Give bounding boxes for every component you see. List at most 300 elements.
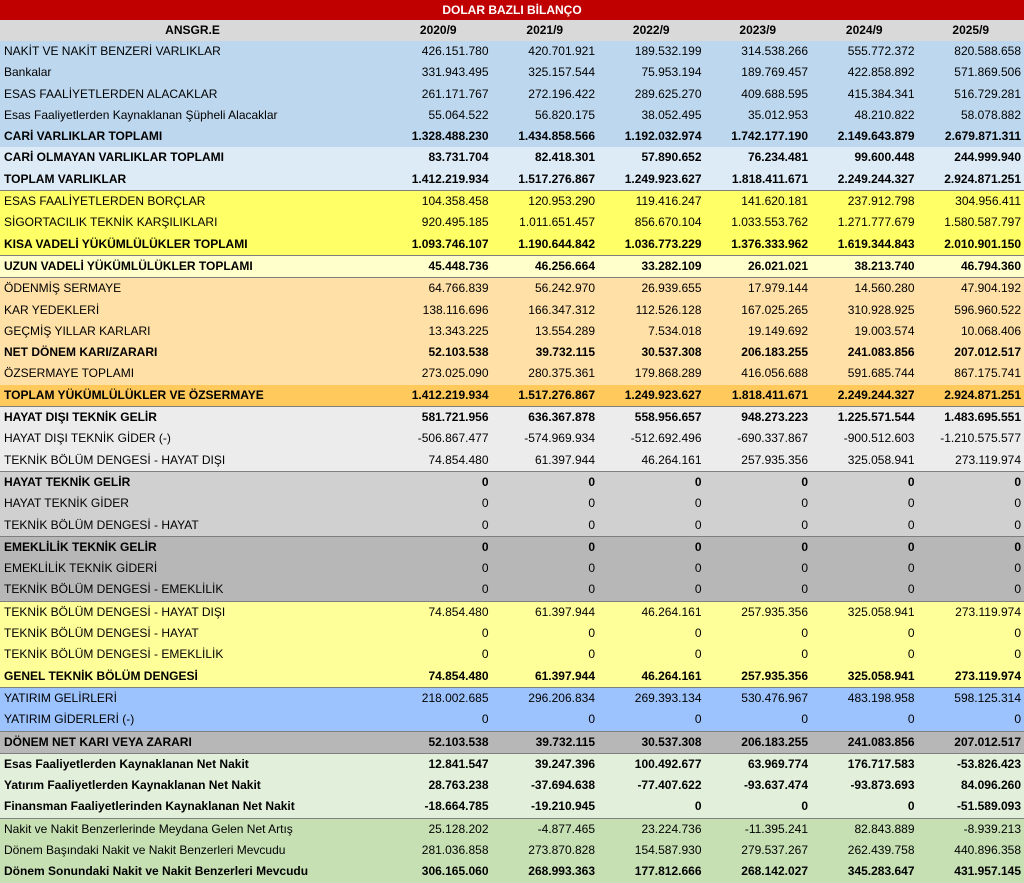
value-cell[interactable]: 0 bbox=[492, 579, 599, 600]
value-cell[interactable]: 558.956.657 bbox=[598, 407, 705, 428]
value-cell[interactable]: 75.953.194 bbox=[598, 62, 705, 83]
table-row bbox=[0, 688, 1024, 709]
value-cell[interactable]: 415.384.341 bbox=[811, 84, 918, 105]
value-cell[interactable]: 2.149.643.879 bbox=[811, 126, 918, 147]
value-cell[interactable]: 244.999.940 bbox=[918, 147, 1024, 168]
value-cell[interactable]: 1.517.276.867 bbox=[492, 169, 599, 190]
value-cell[interactable]: 0 bbox=[811, 515, 918, 536]
value-cell[interactable]: 0 bbox=[918, 515, 1024, 536]
row-label-cell[interactable]: TEKNİK BÖLÜM DENGESİ - EMEKLİLİK bbox=[0, 579, 385, 600]
value-cell[interactable]: 0 bbox=[811, 537, 918, 558]
value-cell[interactable]: 26.939.655 bbox=[598, 278, 705, 299]
table-row bbox=[0, 644, 1024, 665]
table-row bbox=[0, 840, 1024, 861]
value-cell[interactable]: 0 bbox=[598, 796, 705, 817]
value-cell[interactable]: -512.692.496 bbox=[598, 428, 705, 449]
value-cell[interactable]: 0 bbox=[385, 579, 492, 600]
value-cell[interactable]: 2.010.901.150 bbox=[918, 234, 1024, 255]
row-label-cell[interactable]: TOPLAM VARLIKLAR bbox=[0, 169, 385, 190]
value-cell[interactable]: 1.619.344.843 bbox=[811, 234, 918, 255]
value-cell[interactable]: 1.033.553.762 bbox=[705, 212, 812, 233]
table-row bbox=[0, 407, 1024, 428]
value-cell[interactable]: 99.600.448 bbox=[811, 147, 918, 168]
value-cell[interactable]: 0 bbox=[918, 537, 1024, 558]
value-cell[interactable]: 1.093.746.107 bbox=[385, 234, 492, 255]
value-cell[interactable]: 272.196.422 bbox=[492, 84, 599, 105]
value-cell[interactable]: 61.397.944 bbox=[492, 666, 599, 687]
value-cell[interactable]: 46.264.161 bbox=[598, 666, 705, 687]
header-cell-2023[interactable]: 2023/9 bbox=[705, 20, 812, 41]
value-cell[interactable]: 30.537.308 bbox=[598, 732, 705, 753]
value-cell[interactable]: 0 bbox=[811, 493, 918, 514]
value-cell[interactable]: 13.343.225 bbox=[385, 321, 492, 342]
value-cell[interactable]: 310.928.925 bbox=[811, 300, 918, 321]
value-cell[interactable]: 1.818.411.671 bbox=[705, 169, 812, 190]
value-cell[interactable]: -900.512.603 bbox=[811, 428, 918, 449]
value-cell[interactable]: 325.157.544 bbox=[492, 62, 599, 83]
value-cell[interactable]: 19.149.692 bbox=[705, 321, 812, 342]
value-cell[interactable]: 0 bbox=[492, 558, 599, 579]
value-cell[interactable]: 189.769.457 bbox=[705, 62, 812, 83]
header-cell-2021[interactable]: 2021/9 bbox=[492, 20, 599, 41]
value-cell[interactable]: 273.119.974 bbox=[918, 450, 1024, 471]
value-cell[interactable]: 61.397.944 bbox=[492, 602, 599, 623]
value-cell[interactable]: 84.096.260 bbox=[918, 775, 1024, 796]
value-cell[interactable]: 422.858.892 bbox=[811, 62, 918, 83]
value-cell[interactable]: 1.192.032.974 bbox=[598, 126, 705, 147]
value-cell[interactable]: 268.142.027 bbox=[705, 861, 812, 882]
row-label-cell[interactable]: ESAS FAALİYETLERDEN ALACAKLAR bbox=[0, 84, 385, 105]
value-cell[interactable]: 19.003.574 bbox=[811, 321, 918, 342]
value-cell[interactable]: 273.025.090 bbox=[385, 363, 492, 384]
value-cell[interactable]: 0 bbox=[385, 644, 492, 665]
value-cell[interactable]: 1.376.333.962 bbox=[705, 234, 812, 255]
row-label-cell[interactable]: NET DÖNEM KARI/ZARARI bbox=[0, 342, 385, 363]
value-cell[interactable]: 0 bbox=[918, 558, 1024, 579]
value-cell[interactable]: 0 bbox=[492, 623, 599, 644]
value-cell[interactable]: -53.826.423 bbox=[918, 754, 1024, 775]
value-cell[interactable]: 1.580.587.797 bbox=[918, 212, 1024, 233]
value-cell[interactable]: 46.256.664 bbox=[492, 256, 599, 277]
value-cell[interactable]: 100.492.677 bbox=[598, 754, 705, 775]
value-cell[interactable]: 14.560.280 bbox=[811, 278, 918, 299]
value-cell[interactable]: 581.721.956 bbox=[385, 407, 492, 428]
value-cell[interactable]: 1.190.644.842 bbox=[492, 234, 599, 255]
row-label-cell[interactable]: CARİ OLMAYAN VARLIKLAR TOPLAMI bbox=[0, 147, 385, 168]
value-cell[interactable]: 1.517.276.867 bbox=[492, 385, 599, 406]
value-cell[interactable]: 39.732.115 bbox=[492, 732, 599, 753]
row-label-cell[interactable]: TEKNİK BÖLÜM DENGESİ - HAYAT DIŞI bbox=[0, 450, 385, 471]
value-cell[interactable]: 45.448.736 bbox=[385, 256, 492, 277]
header-cell-label[interactable]: ANSGR.E bbox=[0, 20, 385, 41]
value-cell[interactable]: 0 bbox=[385, 558, 492, 579]
value-cell[interactable]: 0 bbox=[385, 515, 492, 536]
table-row bbox=[0, 602, 1024, 623]
value-cell[interactable]: 0 bbox=[918, 644, 1024, 665]
value-cell[interactable]: 218.002.685 bbox=[385, 688, 492, 709]
value-cell[interactable]: 0 bbox=[385, 623, 492, 644]
value-cell[interactable]: 0 bbox=[918, 709, 1024, 730]
row-label-cell[interactable]: DÖNEM NET KARI VEYA ZARARI bbox=[0, 732, 385, 753]
value-cell[interactable]: 154.587.930 bbox=[598, 840, 705, 861]
value-cell[interactable]: 555.772.372 bbox=[811, 41, 918, 62]
value-cell[interactable]: 0 bbox=[811, 579, 918, 600]
value-cell[interactable]: -690.337.867 bbox=[705, 428, 812, 449]
value-cell[interactable]: 856.670.104 bbox=[598, 212, 705, 233]
value-cell[interactable]: 325.058.941 bbox=[811, 450, 918, 471]
row-label-cell[interactable]: HAYAT DIŞI TEKNİK GİDER (-) bbox=[0, 428, 385, 449]
value-cell[interactable]: 1.412.219.934 bbox=[385, 385, 492, 406]
row-label-cell[interactable]: TEKNİK BÖLÜM DENGESİ - HAYAT bbox=[0, 623, 385, 644]
value-cell[interactable]: 1.412.219.934 bbox=[385, 169, 492, 190]
row-label-cell[interactable]: SİGORTACILIK TEKNİK KARŞILIKLARI bbox=[0, 212, 385, 233]
row-label-cell[interactable]: Nakit ve Nakit Benzerlerinde Meydana Gelen Net Artış bbox=[0, 819, 385, 840]
value-cell[interactable]: 0 bbox=[705, 558, 812, 579]
header-cell-2025[interactable]: 2025/9 bbox=[918, 20, 1024, 41]
value-cell[interactable]: 530.476.967 bbox=[705, 688, 812, 709]
value-cell[interactable]: 289.625.270 bbox=[598, 84, 705, 105]
value-cell[interactable]: 0 bbox=[598, 493, 705, 514]
value-cell[interactable]: -37.694.638 bbox=[492, 775, 599, 796]
value-cell[interactable]: 0 bbox=[811, 623, 918, 644]
value-cell[interactable]: 1.249.923.627 bbox=[598, 385, 705, 406]
value-cell[interactable]: 0 bbox=[385, 709, 492, 730]
value-cell[interactable]: 56.820.175 bbox=[492, 105, 599, 126]
value-cell[interactable]: 0 bbox=[918, 493, 1024, 514]
table-row bbox=[0, 666, 1024, 688]
row-label-cell[interactable]: Finansman Faaliyetlerinden Kaynaklanan Net Nakit bbox=[0, 796, 385, 817]
value-cell[interactable]: 0 bbox=[918, 579, 1024, 600]
row-label-cell[interactable]: YATIRIM GELİRLERİ bbox=[0, 688, 385, 709]
value-cell[interactable]: 426.151.780 bbox=[385, 41, 492, 62]
value-cell[interactable]: 0 bbox=[385, 537, 492, 558]
value-cell[interactable]: 0 bbox=[705, 644, 812, 665]
value-cell[interactable]: 0 bbox=[492, 644, 599, 665]
row-label-cell[interactable]: ÖZSERMAYE TOPLAMI bbox=[0, 363, 385, 384]
value-cell[interactable]: 314.538.266 bbox=[705, 41, 812, 62]
value-cell[interactable]: 2.924.871.251 bbox=[918, 385, 1024, 406]
value-cell[interactable]: 82.418.301 bbox=[492, 147, 599, 168]
value-cell[interactable]: 867.175.741 bbox=[918, 363, 1024, 384]
value-cell[interactable]: 1.271.777.679 bbox=[811, 212, 918, 233]
value-cell[interactable]: 0 bbox=[598, 472, 705, 493]
value-cell[interactable]: 325.058.941 bbox=[811, 666, 918, 687]
table-body bbox=[0, 41, 1024, 883]
value-cell[interactable]: 207.012.517 bbox=[918, 342, 1024, 363]
value-cell[interactable]: 0 bbox=[385, 493, 492, 514]
value-cell[interactable]: 30.537.308 bbox=[598, 342, 705, 363]
value-cell[interactable]: 636.367.878 bbox=[492, 407, 599, 428]
value-cell[interactable]: 179.868.289 bbox=[598, 363, 705, 384]
value-cell[interactable]: 281.036.858 bbox=[385, 840, 492, 861]
value-cell[interactable]: 206.183.255 bbox=[705, 342, 812, 363]
value-cell[interactable]: 25.128.202 bbox=[385, 819, 492, 840]
row-label-cell[interactable]: TEKNİK BÖLÜM DENGESİ - HAYAT bbox=[0, 515, 385, 536]
value-cell[interactable]: 64.766.839 bbox=[385, 278, 492, 299]
table-row bbox=[0, 300, 1024, 321]
value-cell[interactable]: 431.957.145 bbox=[918, 861, 1024, 882]
value-cell[interactable]: 23.224.736 bbox=[598, 819, 705, 840]
value-cell[interactable]: 483.198.958 bbox=[811, 688, 918, 709]
value-cell[interactable]: 269.393.134 bbox=[598, 688, 705, 709]
value-cell[interactable]: 0 bbox=[598, 558, 705, 579]
value-cell[interactable]: 1.011.651.457 bbox=[492, 212, 599, 233]
value-cell[interactable]: 26.021.021 bbox=[705, 256, 812, 277]
value-cell[interactable]: 241.083.856 bbox=[811, 732, 918, 753]
header-cell-2024[interactable]: 2024/9 bbox=[811, 20, 918, 41]
value-cell[interactable]: 0 bbox=[705, 623, 812, 644]
value-cell[interactable]: 76.234.481 bbox=[705, 147, 812, 168]
value-cell[interactable]: 17.979.144 bbox=[705, 278, 812, 299]
value-cell[interactable]: 38.052.495 bbox=[598, 105, 705, 126]
value-cell[interactable]: 257.935.356 bbox=[705, 666, 812, 687]
value-cell[interactable]: -93.637.474 bbox=[705, 775, 812, 796]
value-cell[interactable]: 257.935.356 bbox=[705, 602, 812, 623]
row-label-cell[interactable]: EMEKLİLİK TEKNİK GELİR bbox=[0, 537, 385, 558]
value-cell[interactable]: 177.812.666 bbox=[598, 861, 705, 882]
value-cell[interactable]: -506.867.477 bbox=[385, 428, 492, 449]
value-cell[interactable]: 0 bbox=[598, 515, 705, 536]
value-cell[interactable]: 306.165.060 bbox=[385, 861, 492, 882]
value-cell[interactable]: 920.495.185 bbox=[385, 212, 492, 233]
table-row bbox=[0, 147, 1024, 168]
value-cell[interactable]: 52.103.538 bbox=[385, 732, 492, 753]
value-cell[interactable]: 46.264.161 bbox=[598, 450, 705, 471]
value-cell[interactable]: 104.358.458 bbox=[385, 191, 492, 212]
value-cell[interactable]: 273.119.974 bbox=[918, 666, 1024, 687]
row-label-cell[interactable]: TEKNİK BÖLÜM DENGESİ - HAYAT DIŞI bbox=[0, 602, 385, 623]
value-cell[interactable]: -574.969.934 bbox=[492, 428, 599, 449]
value-cell[interactable]: -18.664.785 bbox=[385, 796, 492, 817]
value-cell[interactable]: 345.283.647 bbox=[811, 861, 918, 882]
value-cell[interactable]: 0 bbox=[705, 796, 812, 817]
value-cell[interactable]: 820.588.658 bbox=[918, 41, 1024, 62]
value-cell[interactable]: 33.282.109 bbox=[598, 256, 705, 277]
value-cell[interactable]: 35.012.953 bbox=[705, 105, 812, 126]
value-cell[interactable]: 409.688.595 bbox=[705, 84, 812, 105]
value-cell[interactable]: 58.078.882 bbox=[918, 105, 1024, 126]
value-cell[interactable]: 39.247.396 bbox=[492, 754, 599, 775]
value-cell[interactable]: 416.056.688 bbox=[705, 363, 812, 384]
value-cell[interactable]: 167.025.265 bbox=[705, 300, 812, 321]
value-cell[interactable]: 0 bbox=[492, 537, 599, 558]
value-cell[interactable]: 591.685.744 bbox=[811, 363, 918, 384]
value-cell[interactable]: 948.273.223 bbox=[705, 407, 812, 428]
row-label-cell[interactable]: ÖDENMİŞ SERMAYE bbox=[0, 278, 385, 299]
value-cell[interactable]: -51.589.093 bbox=[918, 796, 1024, 817]
table-row bbox=[0, 558, 1024, 579]
value-cell[interactable]: 48.210.822 bbox=[811, 105, 918, 126]
value-cell[interactable]: 596.960.522 bbox=[918, 300, 1024, 321]
value-cell[interactable]: 0 bbox=[492, 709, 599, 730]
header-row bbox=[0, 20, 1024, 41]
value-cell[interactable]: 74.854.480 bbox=[385, 666, 492, 687]
value-cell[interactable]: 74.854.480 bbox=[385, 450, 492, 471]
value-cell[interactable]: 1.036.773.229 bbox=[598, 234, 705, 255]
value-cell[interactable]: 1.249.923.627 bbox=[598, 169, 705, 190]
value-cell[interactable]: 0 bbox=[705, 709, 812, 730]
row-label-cell[interactable]: NAKİT VE NAKİT BENZERİ VARLIKLAR bbox=[0, 41, 385, 62]
value-cell[interactable]: 83.731.704 bbox=[385, 147, 492, 168]
value-cell[interactable]: 207.012.517 bbox=[918, 732, 1024, 753]
value-cell[interactable]: 279.537.267 bbox=[705, 840, 812, 861]
value-cell[interactable]: 0 bbox=[705, 537, 812, 558]
value-cell[interactable]: 0 bbox=[811, 709, 918, 730]
value-cell[interactable]: -19.210.945 bbox=[492, 796, 599, 817]
value-cell[interactable]: 516.729.281 bbox=[918, 84, 1024, 105]
value-cell[interactable]: 56.242.970 bbox=[492, 278, 599, 299]
row-label-cell[interactable]: HAYAT TEKNİK GİDER bbox=[0, 493, 385, 514]
value-cell[interactable]: 112.526.128 bbox=[598, 300, 705, 321]
value-cell[interactable]: 0 bbox=[705, 472, 812, 493]
row-label-cell[interactable]: EMEKLİLİK TEKNİK GİDERİ bbox=[0, 558, 385, 579]
table-row bbox=[0, 169, 1024, 191]
value-cell[interactable]: 120.953.290 bbox=[492, 191, 599, 212]
value-cell[interactable]: 0 bbox=[598, 709, 705, 730]
table-row bbox=[0, 623, 1024, 644]
value-cell[interactable]: 331.943.495 bbox=[385, 62, 492, 83]
value-cell[interactable]: 47.904.192 bbox=[918, 278, 1024, 299]
row-label-cell[interactable]: TOPLAM YÜKÜMLÜLÜKLER VE ÖZSERMAYE bbox=[0, 385, 385, 406]
value-cell[interactable]: -77.407.622 bbox=[598, 775, 705, 796]
table-row bbox=[0, 732, 1024, 754]
value-cell[interactable]: 46.794.360 bbox=[918, 256, 1024, 277]
row-label-cell[interactable]: UZUN VADELİ YÜKÜMLÜLÜKLER TOPLAMI bbox=[0, 256, 385, 277]
table-row bbox=[0, 321, 1024, 342]
value-cell[interactable]: 598.125.314 bbox=[918, 688, 1024, 709]
row-label-cell[interactable]: YATIRIM GİDERLERİ (-) bbox=[0, 709, 385, 730]
sheet-title: DOLAR BAZLI BİLANÇO bbox=[0, 0, 1024, 20]
value-cell[interactable]: 57.890.652 bbox=[598, 147, 705, 168]
value-cell[interactable]: 325.058.941 bbox=[811, 602, 918, 623]
value-cell[interactable]: 0 bbox=[705, 515, 812, 536]
table-row bbox=[0, 342, 1024, 363]
value-cell[interactable]: 0 bbox=[918, 623, 1024, 644]
value-cell[interactable]: 13.554.289 bbox=[492, 321, 599, 342]
value-cell[interactable]: 280.375.361 bbox=[492, 363, 599, 384]
value-cell[interactable]: 2.249.244.327 bbox=[811, 385, 918, 406]
value-cell[interactable]: 166.347.312 bbox=[492, 300, 599, 321]
value-cell[interactable]: 1.818.411.671 bbox=[705, 385, 812, 406]
value-cell[interactable]: 0 bbox=[705, 493, 812, 514]
value-cell[interactable]: 1.328.488.230 bbox=[385, 126, 492, 147]
value-cell[interactable]: -11.395.241 bbox=[705, 819, 812, 840]
value-cell[interactable]: 10.068.406 bbox=[918, 321, 1024, 342]
value-cell[interactable]: -8.939.213 bbox=[918, 819, 1024, 840]
row-label-cell[interactable]: TEKNİK BÖLÜM DENGESİ - EMEKLİLİK bbox=[0, 644, 385, 665]
value-cell[interactable]: 189.532.199 bbox=[598, 41, 705, 62]
value-cell[interactable]: 0 bbox=[918, 472, 1024, 493]
row-label-cell[interactable]: CARİ VARLIKLAR TOPLAMI bbox=[0, 126, 385, 147]
value-cell[interactable]: 268.993.363 bbox=[492, 861, 599, 882]
row-label-cell[interactable]: GEÇMİŞ YILLAR KARLARI bbox=[0, 321, 385, 342]
row-label-cell[interactable]: Dönem Sonundaki Nakit ve Nakit Benzerleri Mevcudu bbox=[0, 861, 385, 882]
row-label-cell[interactable]: Bankalar bbox=[0, 62, 385, 83]
value-cell[interactable]: -93.873.693 bbox=[811, 775, 918, 796]
value-cell[interactable]: 1.434.858.566 bbox=[492, 126, 599, 147]
value-cell[interactable]: 63.969.774 bbox=[705, 754, 812, 775]
value-cell[interactable]: 257.935.356 bbox=[705, 450, 812, 471]
row-label-cell[interactable]: Esas Faaliyetlerden Kaynaklanan Şüpheli Alacaklar bbox=[0, 105, 385, 126]
value-cell[interactable]: 0 bbox=[492, 472, 599, 493]
table-row bbox=[0, 105, 1024, 126]
row-label-cell[interactable]: GENEL TEKNİK BÖLÜM DENGESİ bbox=[0, 666, 385, 687]
value-cell[interactable]: 1.225.571.544 bbox=[811, 407, 918, 428]
value-cell[interactable]: 0 bbox=[811, 558, 918, 579]
value-cell[interactable]: 304.956.411 bbox=[918, 191, 1024, 212]
value-cell[interactable]: 1.742.177.190 bbox=[705, 126, 812, 147]
value-cell[interactable]: 28.763.238 bbox=[385, 775, 492, 796]
table-row bbox=[0, 363, 1024, 384]
value-cell[interactable]: 0 bbox=[492, 515, 599, 536]
value-cell[interactable]: 1.483.695.551 bbox=[918, 407, 1024, 428]
value-cell[interactable]: 2.924.871.251 bbox=[918, 169, 1024, 190]
table-row bbox=[0, 579, 1024, 601]
value-cell[interactable]: 12.841.547 bbox=[385, 754, 492, 775]
row-label-cell[interactable]: HAYAT TEKNİK GELİR bbox=[0, 472, 385, 493]
value-cell[interactable]: 237.912.798 bbox=[811, 191, 918, 212]
row-label-cell[interactable]: KAR YEDEKLERİ bbox=[0, 300, 385, 321]
value-cell[interactable]: -4.877.465 bbox=[492, 819, 599, 840]
value-cell[interactable]: 2.249.244.327 bbox=[811, 169, 918, 190]
value-cell[interactable]: 0 bbox=[811, 472, 918, 493]
value-cell[interactable]: 176.717.583 bbox=[811, 754, 918, 775]
row-label-cell[interactable]: Esas Faaliyetlerden Kaynaklanan Net Nakit bbox=[0, 754, 385, 775]
row-label-cell[interactable]: Dönem Başındaki Nakit ve Nakit Benzerleri Mevcudu bbox=[0, 840, 385, 861]
value-cell[interactable]: 82.843.889 bbox=[811, 819, 918, 840]
value-cell[interactable]: 0 bbox=[598, 623, 705, 644]
value-cell[interactable]: 262.439.758 bbox=[811, 840, 918, 861]
value-cell[interactable]: 440.896.358 bbox=[918, 840, 1024, 861]
row-label-cell[interactable]: ESAS FAALİYETLERDEN BORÇLAR bbox=[0, 191, 385, 212]
value-cell[interactable]: 241.083.856 bbox=[811, 342, 918, 363]
value-cell[interactable]: 2.679.871.311 bbox=[918, 126, 1024, 147]
value-cell[interactable]: 0 bbox=[811, 644, 918, 665]
value-cell[interactable]: 420.701.921 bbox=[492, 41, 599, 62]
value-cell[interactable]: 61.397.944 bbox=[492, 450, 599, 471]
value-cell[interactable]: 273.870.828 bbox=[492, 840, 599, 861]
value-cell[interactable]: 0 bbox=[385, 472, 492, 493]
value-cell[interactable]: 46.264.161 bbox=[598, 602, 705, 623]
value-cell[interactable]: -1.210.575.577 bbox=[918, 428, 1024, 449]
value-cell[interactable]: 55.064.522 bbox=[385, 105, 492, 126]
value-cell[interactable]: 273.119.974 bbox=[918, 602, 1024, 623]
header-cell-2020[interactable]: 2020/9 bbox=[385, 20, 492, 41]
value-cell[interactable]: 0 bbox=[705, 579, 812, 600]
value-cell[interactable]: 38.213.740 bbox=[811, 256, 918, 277]
value-cell[interactable]: 0 bbox=[811, 796, 918, 817]
value-cell[interactable]: 571.869.506 bbox=[918, 62, 1024, 83]
value-cell[interactable]: 0 bbox=[598, 644, 705, 665]
value-cell[interactable]: 74.854.480 bbox=[385, 602, 492, 623]
row-label-cell[interactable]: Yatırım Faaliyetlerden Kaynaklanan Net Nakit bbox=[0, 775, 385, 796]
header-cell-2022[interactable]: 2022/9 bbox=[598, 20, 705, 41]
row-label-cell[interactable]: HAYAT DIŞI TEKNİK GELİR bbox=[0, 407, 385, 428]
value-cell[interactable]: 119.416.247 bbox=[598, 191, 705, 212]
value-cell[interactable]: 138.116.696 bbox=[385, 300, 492, 321]
value-cell[interactable]: 261.171.767 bbox=[385, 84, 492, 105]
value-cell[interactable]: 141.620.181 bbox=[705, 191, 812, 212]
value-cell[interactable]: 0 bbox=[598, 579, 705, 600]
value-cell[interactable]: 39.732.115 bbox=[492, 342, 599, 363]
value-cell[interactable]: 7.534.018 bbox=[598, 321, 705, 342]
row-label-cell[interactable]: KISA VADELİ YÜKÜMLÜLÜKLER TOPLAMI bbox=[0, 234, 385, 255]
value-cell[interactable]: 0 bbox=[492, 493, 599, 514]
value-cell[interactable]: 52.103.538 bbox=[385, 342, 492, 363]
value-cell[interactable]: 296.206.834 bbox=[492, 688, 599, 709]
value-cell[interactable]: 0 bbox=[598, 537, 705, 558]
value-cell[interactable]: 206.183.255 bbox=[705, 732, 812, 753]
